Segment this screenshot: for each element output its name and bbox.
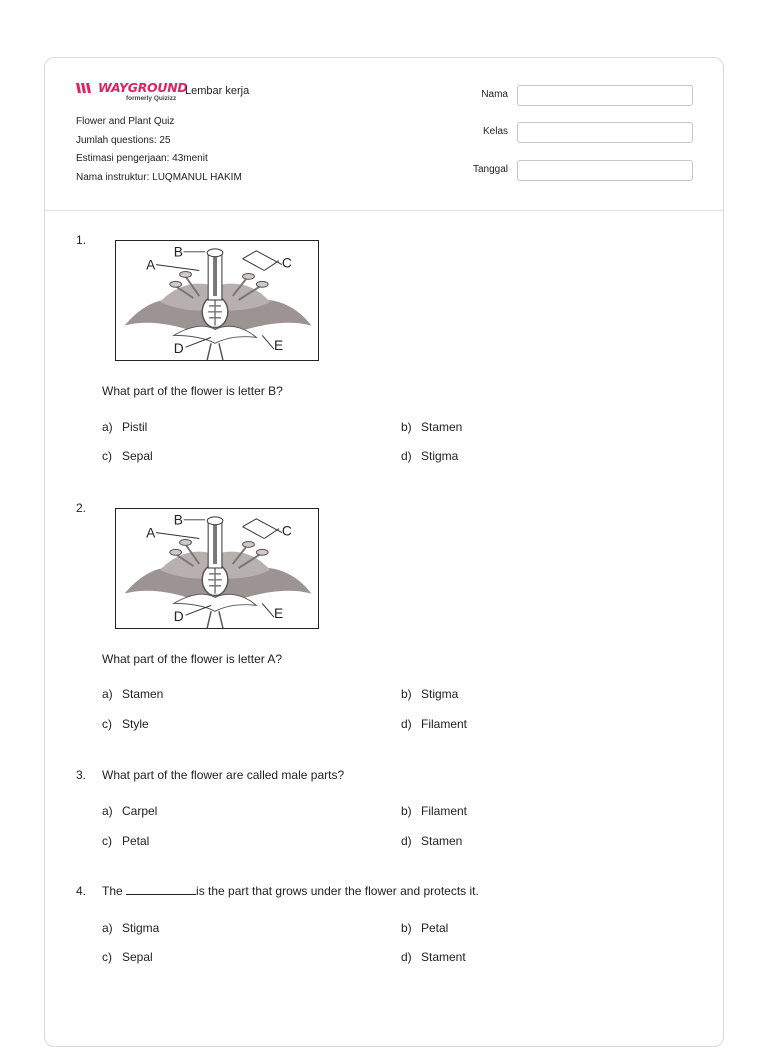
quiz-title: Flower and Plant Quiz: [76, 116, 175, 127]
option-letter: a): [102, 804, 113, 818]
question-3-number: 3.: [76, 768, 87, 782]
option-letter: d): [401, 950, 412, 964]
option-letter: b): [401, 687, 412, 701]
instructor-name: Nama instruktur: LUQMANUL HAKIM: [76, 172, 242, 183]
q1-option-c[interactable]: [102, 449, 153, 463]
q3-option-b[interactable]: [401, 804, 467, 818]
question-count: Jumlah questions: 25: [76, 135, 171, 146]
diagram-label-c: C: [281, 255, 292, 271]
option-text: Stamen: [421, 420, 463, 434]
q3-option-a[interactable]: [102, 804, 157, 818]
q2-option-b[interactable]: [401, 687, 458, 701]
sheet-kind: Lembar kerja: [185, 85, 250, 97]
q4-option-c[interactable]: [102, 950, 153, 964]
option-letter: c): [102, 717, 112, 731]
option-letter: d): [401, 717, 412, 731]
question-4-text: [102, 884, 479, 898]
option-text: Stigma: [421, 449, 459, 463]
question-4-number: 4.: [76, 884, 87, 898]
diagram-label-c: C: [281, 523, 292, 539]
option-text: Filament: [421, 717, 468, 731]
diagram-label-d: D: [173, 609, 184, 625]
question-2-flower-diagram: [115, 508, 319, 629]
class-label: Kelas: [482, 126, 508, 137]
option-letter: b): [401, 420, 412, 434]
option-text: Carpel: [122, 804, 158, 818]
date-label: Tanggal: [472, 164, 508, 175]
diagram-label-a: A: [146, 525, 156, 541]
flower-diagram-image: [116, 241, 318, 360]
option-text: Petal: [122, 834, 150, 848]
worksheet-header: [45, 58, 723, 211]
question-4-text-before: The: [102, 884, 123, 898]
wayground-logo: [76, 80, 188, 104]
q1-option-a[interactable]: [102, 420, 147, 434]
diagram-label-b: B: [173, 512, 183, 528]
flower-diagram-image: [116, 509, 318, 628]
worksheet: [44, 57, 724, 1047]
fill-in-blank: [126, 884, 196, 895]
q1-option-b[interactable]: [401, 420, 462, 434]
date-field[interactable]: [517, 160, 693, 181]
option-letter: d): [401, 834, 412, 848]
option-letter: a): [102, 420, 113, 434]
option-text: Petal: [421, 921, 449, 935]
question-2-number: 2.: [76, 501, 87, 515]
question-1-number: 1.: [76, 233, 87, 247]
option-letter: c): [102, 449, 112, 463]
option-text: Stamen: [421, 834, 463, 848]
q3-option-c[interactable]: [102, 834, 149, 848]
option-text: Filament: [421, 804, 468, 818]
diagram-label-e: E: [274, 606, 284, 622]
option-text: Style: [122, 717, 149, 731]
option-text: Stamen: [122, 687, 164, 701]
option-text: Stigma: [421, 687, 459, 701]
q4-option-b[interactable]: [401, 921, 448, 935]
q1-option-d[interactable]: [401, 449, 458, 463]
name-label: Nama: [481, 89, 508, 100]
question-1-text: What part of the flower is letter B?: [102, 384, 283, 398]
option-letter: c): [102, 834, 112, 848]
class-field[interactable]: [517, 122, 693, 143]
option-text: Sepal: [122, 950, 153, 964]
diagram-label-b: B: [173, 244, 183, 260]
brand-name: WAYGROUND: [98, 80, 188, 95]
option-text: Pistil: [122, 420, 148, 434]
q4-option-a[interactable]: [102, 921, 159, 935]
option-letter: b): [401, 804, 412, 818]
diagram-label-e: E: [274, 338, 284, 354]
option-letter: d): [401, 449, 412, 463]
question-3-text: What part of the flower are called male parts?: [102, 768, 345, 782]
q2-option-a[interactable]: [102, 687, 163, 701]
option-letter: b): [401, 921, 412, 935]
time-estimate: Estimasi pengerjaan: 43menit: [76, 153, 208, 164]
q2-option-c[interactable]: [102, 717, 149, 731]
option-letter: a): [102, 687, 113, 701]
q2-option-d[interactable]: [401, 717, 467, 731]
question-4-text-after: is the part that grows under the flower and protects it.: [196, 884, 479, 898]
q4-option-d[interactable]: [401, 950, 466, 964]
q3-option-d[interactable]: [401, 834, 462, 848]
option-text: Stigma: [122, 921, 160, 935]
diagram-label-d: D: [173, 341, 184, 357]
option-letter: c): [102, 950, 112, 964]
question-2-text: What part of the flower is letter A?: [102, 652, 283, 666]
diagram-label-a: A: [146, 257, 156, 273]
question-1-flower-diagram: [115, 240, 319, 361]
option-letter: a): [102, 921, 113, 935]
wayground-logo-icon: [76, 82, 98, 94]
option-text: Stament: [421, 950, 466, 964]
option-text: Sepal: [122, 449, 153, 463]
name-field[interactable]: [517, 85, 693, 106]
brand-subtitle: formerly Quizizz: [126, 95, 177, 102]
